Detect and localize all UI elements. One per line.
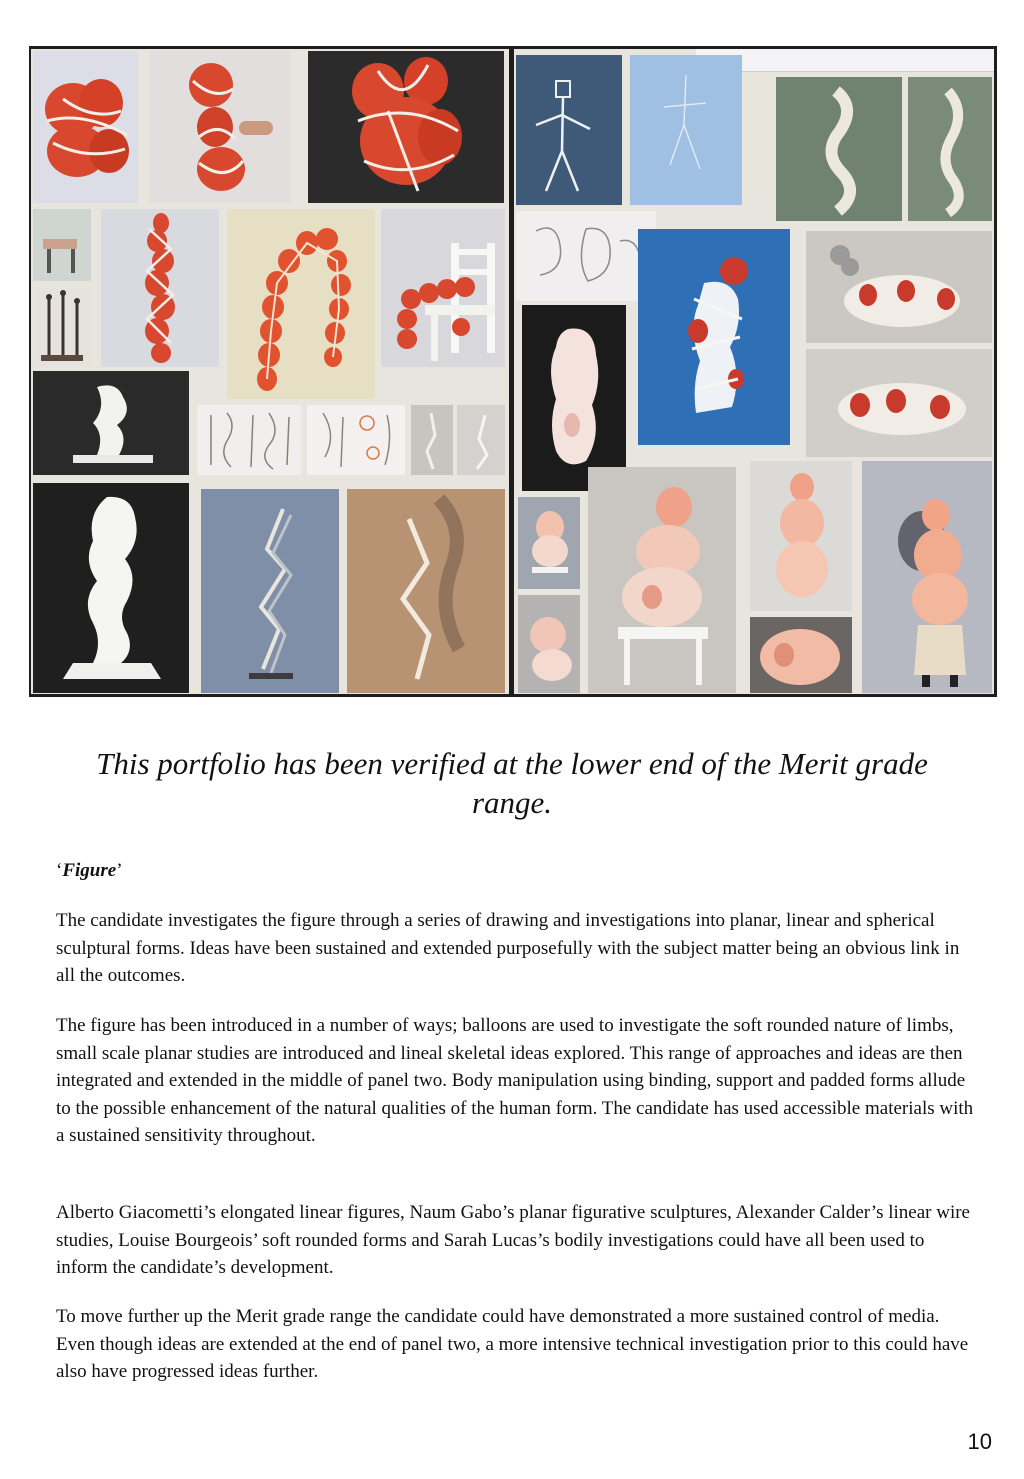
photo-pencil-sketch — [516, 211, 656, 301]
paragraph-artist-references: Alberto Giacometti’s elongated linear figures, Naum Gabo’s planar figurative sculptures, Alexander Calder’s linear wire studies, Louise Bourgeois’ soft rounded forms and Sarah Lucas’s bodily investigations could have all been used to inform the candidate’s development. — [56, 1202, 970, 1278]
piece-title-text: Figure — [62, 860, 117, 881]
photo-chair-padded-small-2 — [518, 595, 580, 693]
photo-wire-figure-small-2 — [457, 405, 505, 475]
photo-paper-spiral-1 — [776, 77, 902, 221]
photo-paper-spiral-2 — [908, 77, 992, 221]
photo-wire-sketch-blue — [630, 55, 742, 205]
verification-statement: This portfolio has been verified at the lower end of the Merit grade range. — [96, 746, 928, 820]
photo-padded-figure-light — [750, 461, 852, 611]
photo-balloon-arch — [227, 209, 375, 399]
photo-balloon-chair — [381, 209, 505, 367]
photo-wire-sculpture-shadow — [347, 489, 505, 693]
photo-chair-padded-small-1 — [518, 497, 580, 589]
paragraph-approaches: The figure has been introduced in a number of ways; balloons are used to investigate the soft rounded nature of limbs, small scale planar studies are introduced and lineal skeletal ideas explored. This range of approaches and ideas are then integrated and extended in the middle of panel two. Body manipulation using binding, support and padded forms allude to the possible enhancement of the natural qualities of the human form. The candidate has used accessible materials with a sustained sensitivity throughout. — [56, 1015, 974, 1146]
photo-padded-form-black — [522, 305, 626, 491]
photo-padded-figure-stand — [862, 461, 992, 693]
photo-sketch-sheet-2 — [307, 405, 405, 475]
photo-sketch-sheet-1 — [197, 405, 301, 475]
photo-chair-padded-large — [588, 467, 736, 693]
portfolio-panel-two — [514, 49, 994, 694]
photo-wire-figure-small — [411, 405, 453, 475]
page-number: 10 — [967, 1429, 992, 1454]
photo-balloon-figure-3 — [308, 51, 504, 203]
close-quote: ’ — [116, 860, 123, 881]
portfolio-panel-one — [31, 49, 509, 694]
photo-padded-balloon-grey-1 — [806, 231, 992, 343]
photo-giacometti-figures — [33, 287, 91, 367]
paragraph-overview: The candidate investigates the figure through a series of drawing and investigations into planar, linear and spherical sculptural forms. Ideas have been sustained and extended purposefully with the subject matter being an obvious link in all the outcomes. — [56, 910, 960, 986]
photo-balloon-figure-2 — [149, 51, 291, 203]
photo-balloon-figure-1 — [33, 51, 138, 203]
photo-padded-form-closeup — [750, 617, 852, 693]
portfolio-board — [29, 46, 997, 697]
photo-bound-figure-blue — [638, 229, 790, 445]
photo-planar-study-small — [33, 371, 189, 475]
photo-wire-sculpture-blue — [201, 489, 339, 693]
photo-balloon-column-1 — [101, 209, 219, 367]
photo-wire-skeleton-blue — [516, 55, 622, 205]
open-quote: ‘ — [56, 860, 63, 881]
photo-small-figure-study — [33, 209, 91, 281]
photo-padded-balloon-grey-2 — [806, 349, 992, 457]
photo-planar-figure-large — [33, 483, 189, 693]
paragraph-improvement: To move further up the Merit grade range the candidate could have demonstrated a more sustained control of media. Even though ideas are extended at the end of panel two, a more intensive technical investigation prior to this could have also have progressed ideas further. — [56, 1306, 969, 1382]
piece-title — [56, 859, 123, 883]
